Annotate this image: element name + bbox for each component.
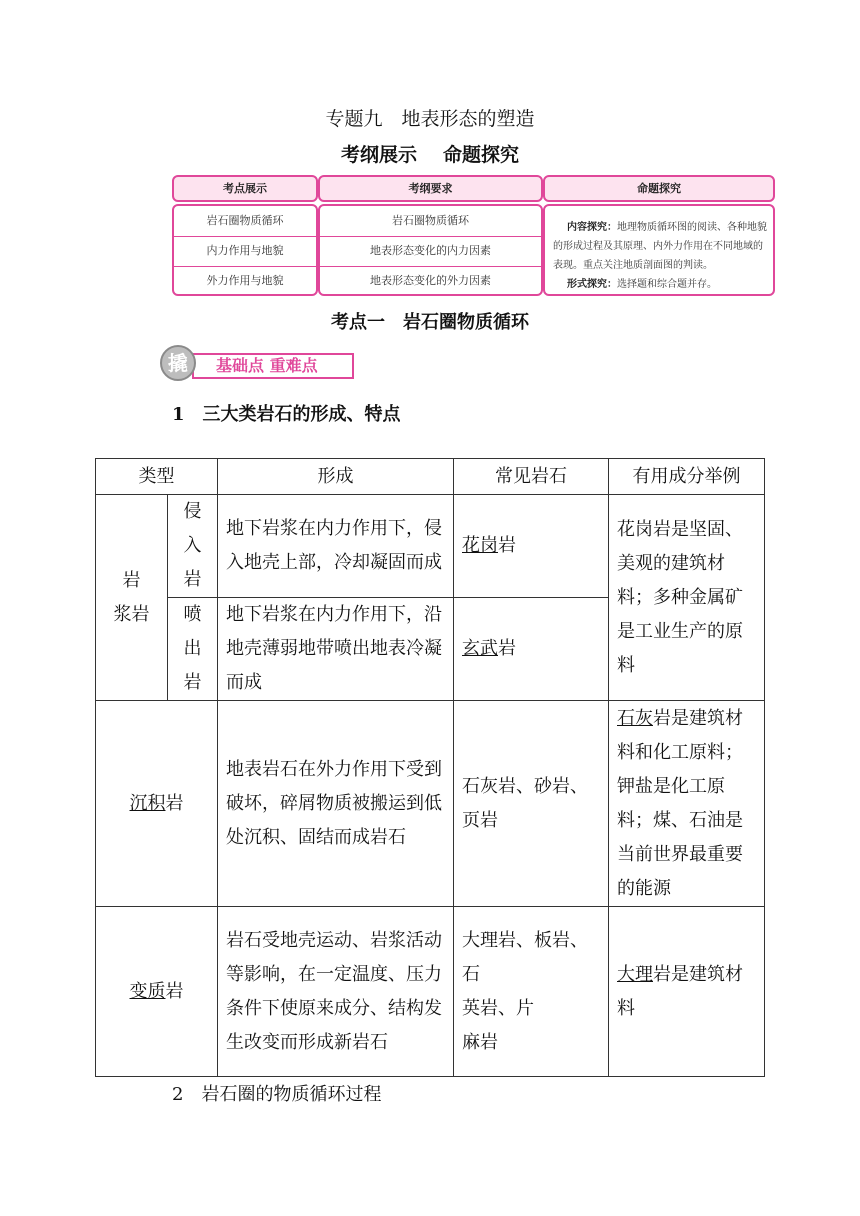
igneous-use: 花岗岩是坚固、美观的建筑材料；多种金属矿是工业生产的原料 [609,495,765,701]
badge-box [192,353,354,379]
page-title: 专题九 地表形态的塑造 [325,108,535,130]
extrusive-subtype: 喷 出 岩 [168,598,218,701]
outline-header-inquiry: 命题探究 [543,175,775,202]
sedimentary-use: 石灰岩是建筑材料和化工原料；钾盐是化工原料；煤、石油是当前世界最重要的能源 [609,701,765,907]
form-inquiry-text: 选择题和综合题并存。 [617,279,717,290]
exam-outline-table [172,175,775,296]
intrusive-rock: 花岗岩 [454,495,609,598]
outline-inquiry-column [543,204,775,296]
rock-types-table [95,458,765,1077]
metamorphic-rocks: 大理岩、板岩、石 英岩、片 麻岩 [454,907,609,1077]
subtitle-inquiry: 命题探究 [443,144,520,166]
badge-lever-icon: 撬 [160,345,196,381]
heading-rock-types: 1 三大类岩石的形成、特点 [172,404,401,425]
intrusive-formation: 地下岩浆在内力作用下，侵入地壳上部，冷却凝固而成 [218,495,454,598]
table-row-intrusive [96,495,765,598]
outline-point: 岩石圈物质循环 [174,206,316,237]
outline-point: 外力作用与地貌 [206,274,284,287]
section-badge [160,345,356,381]
header-use: 有用成分举例 [609,459,765,495]
metamorphic-formation: 岩石受地壳运动、岩浆活动等影响，在一定温度、压力条件下使原来成分、结构发生改变而形成新岩石 [218,907,454,1077]
sedimentary-type: 沉积岩 [96,701,218,907]
igneous-label-1: 岩 [122,569,141,591]
table-row-sedimentary [96,701,765,907]
table-header-row [96,459,765,495]
outline-points-column [172,204,318,296]
intrusive-subtype: 侵 入 岩 [168,495,218,598]
header-rocks: 常见岩石 [454,459,609,495]
outline-requirements-column [318,204,543,296]
sedimentary-formation: 地表岩石在外力作用下受到破坏，碎屑物质被搬运到低处沉积、固结而成岩石 [218,701,454,907]
extrusive-formation: 地下岩浆在内力作用下，沿地壳薄弱地带喷出地表冷凝而成 [218,598,454,701]
extrusive-rock: 玄武岩 [454,598,609,701]
badge-text: 基础点 重难点 [216,356,318,375]
content-inquiry-text: 地理物质循环图的阅读、各种地貌的形成过程及其原理、内外力作用在不同地域的表现。重点关注地质剖面图的判读。 [553,222,767,271]
sedimentary-rocks: 石灰岩、砂岩、页岩 [454,701,609,907]
table-row-metamorphic [96,907,765,1077]
outline-header-requirement: 考纲要求 [318,175,543,202]
metamorphic-type: 变质岩 [96,907,218,1077]
outline-requirement: 岩石圈物质循环 [320,206,541,237]
igneous-type-cell [96,495,168,701]
outline-header-point: 考点展示 [172,175,318,202]
heading-rock-cycle: 2 岩石圈的物质循环过程 [172,1084,382,1105]
header-formation: 形成 [218,459,454,495]
outline-point: 内力作用与地貌 [174,236,316,267]
subtitle-outline: 考纲展示 [340,144,417,166]
header-type: 类型 [96,459,218,495]
metamorphic-use: 大理岩是建筑材料 [609,907,765,1077]
page-subtitle [0,140,860,167]
outline-inquiry-text [553,218,767,294]
section-title: 考点一 岩石圈物质循环 [331,312,529,333]
outline-requirement: 地表形态变化的外力因素 [370,274,491,287]
igneous-label-2: 浆岩 [113,603,150,625]
form-inquiry-label: 形式探究： [567,279,617,290]
content-inquiry-label: 内容探究： [567,222,617,233]
outline-requirement: 地表形态变化的内力因素 [320,236,541,267]
